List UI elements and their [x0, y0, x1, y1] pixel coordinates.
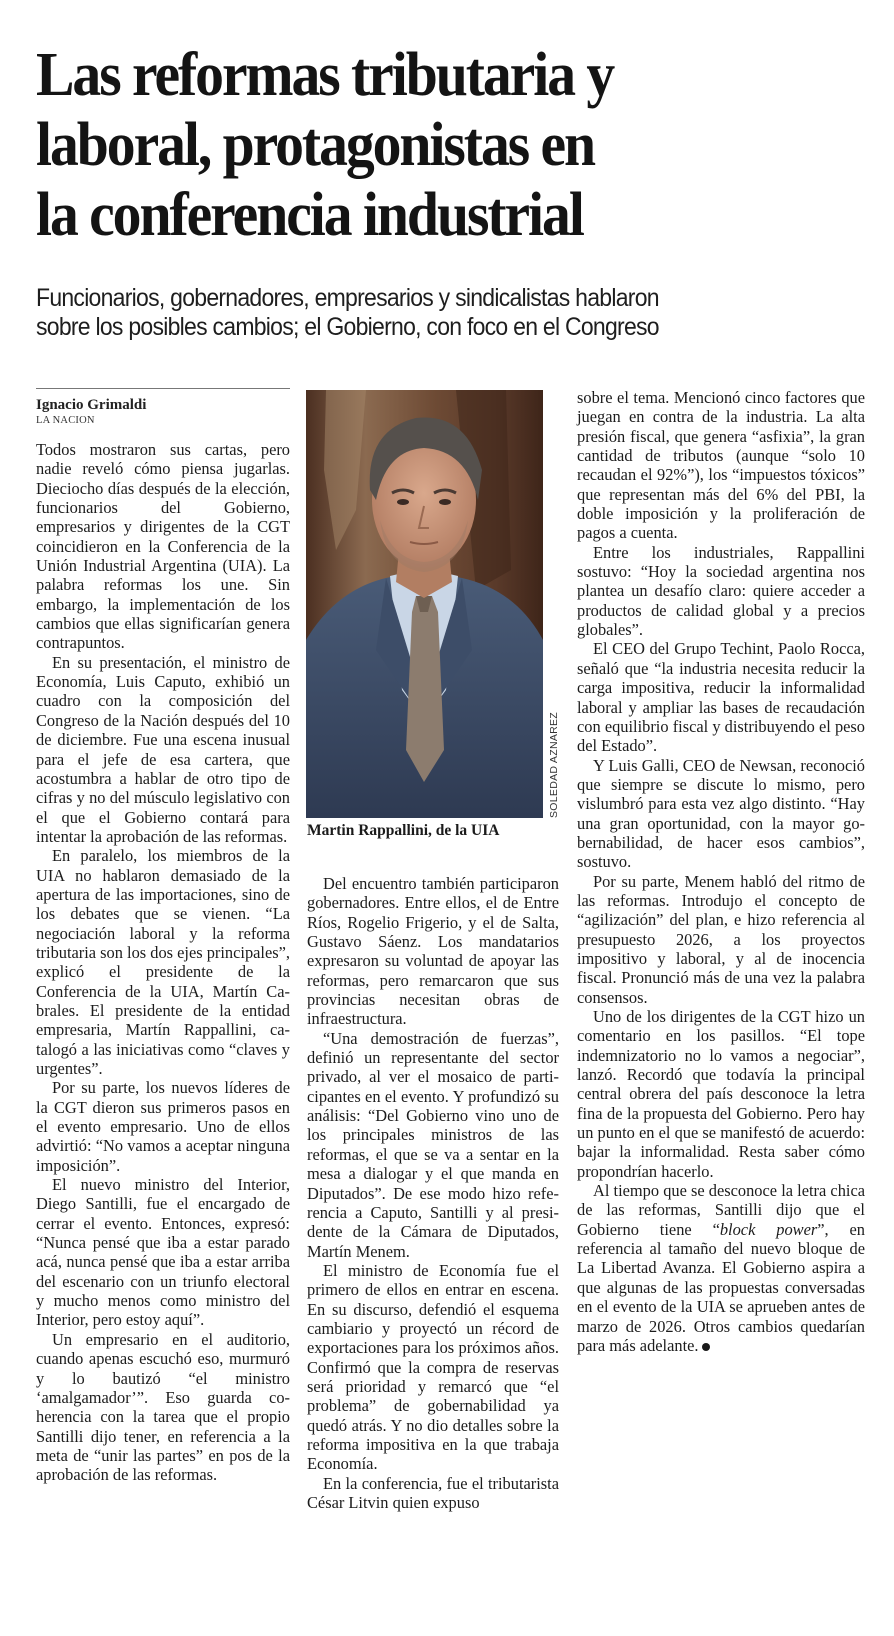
paragraph: Y Luis Galli, CEO de Newsan, reconoció que siempre se discute lo mismo, pero vislumbró para esta vez algo distinto. “Hay una gran oportunidad, con la mayor gobernabilidad, de hacer esos cambios”, sostuvo. [577, 755, 865, 872]
paragraph: Por su parte, Menem habló del ritmo de las reformas. Introdujo el concepto de “agilización” del plan, e hizo referencia al presupuesto 2026, a los proyectos impositivo y laboral, y al de inocencia fiscal. Pronunció más de una vez la palabra consensos. [577, 871, 865, 1007]
paragraph: En paralelo, los miembros de la UIA no hablaron demasiado de la apertura de las importaciones, sino de los debates que se vienen. “La negociación laboral y la reforma tributaria son los dos ejes principales”, explicó el presidente de la Conferencia de la UIA, Martín Cabrales. El presidente de la entidad empresaria, Martín Rappallini, catalogó a las iniciativas como “claves y urgentes”. [36, 846, 290, 1078]
paragraph: sobre el tema. Mencionó cinco factores que juegan en contra de la industria. La alta presión fiscal, que genera “asfixia”, la gran cantidad de tributos (aunque “solo 10 recaudan el 92%”), los “impuestos tóxicos” que representan más del 6% del PBI, la doble imposición y la proliferación de pagos a cuenta. [577, 388, 865, 543]
article-column-3 [577, 388, 865, 1355]
paragraph: En su presentación, el ministro de Economía, Luis Caputo, exhibió un cuadro con la composición del Congreso de la Nación después del 10 de diciembre. Fue una escena inusual para el jefe de esa cartera, que acostumbra a hablar de otro tipo de cifras y no del músculo legislativo con el que el Gobierno contará para intentar la aprobación de las reformas. [36, 652, 290, 846]
text-run: ”, en referencia al tamaño del nuevo bloque de La Libertad Avanza. El Gobierno aspira a que algunas de las propuestas conversadas en el evento de la UIA se aprueben antes de marzo de 2026. Otros cambios quedarían para más adelante. [577, 1219, 865, 1355]
paragraph: Del encuentro también participaron gobernadores. Entre ellos, el de Entre Ríos, Rogelio Frigerio, y el de Salta, Gustavo Sáenz. Los mandatarios expresaron su voluntad de apoyar las reformas, pero remarcaron que sus provincias necesitan obras de infraestructura. [307, 874, 559, 1029]
subheadline-line: sobre los posibles cambios; el Gobierno, con foco en el Congreso [36, 313, 659, 341]
paragraph: En la conferencia, fue el tributarista César Litvin quien expuso [307, 1473, 559, 1512]
paragraph: “Una demostración de fuerzas”, definió un representante del sector privado, al ver el mosaico de participantes en el evento. Y profundizó su análisis: “Del Gobierno vino uno de los principales ministros de las reformas, el que se va a sentar en la mesa a dialogar y el que manda en Diputados”. De ese modo hizo referencia a Caputo, Santilli y al presidente de la Cámara de Diputados, Martín Menem. [307, 1028, 559, 1261]
end-of-article-bullet-icon [702, 1343, 710, 1351]
byline [36, 396, 290, 427]
headline [36, 40, 808, 250]
byline-author: Ignacio Grimaldi [36, 397, 147, 413]
paragraph: El nuevo ministro del Interior, Diego Santilli, fue el encargado de cerrar el evento. Entonces, expresó: “Nunca pensé que iba a estar parado acá, nunca pensé que iba a estar arriba del escenario con un triunfo electoral y mucho menos como ministro del Interior, pero estoy aquí”. [36, 1175, 290, 1330]
byline-outlet: LA NACION [36, 415, 95, 426]
portrait-photo [306, 390, 543, 818]
headline-line: laboral, protagonistas en [36, 111, 595, 179]
paragraph: Un empresario en el auditorio, cuando apenas escuchó eso, murmuró y lo bautizó “el ministro ‘amalgamador’”. Eso guarda coherencia con la tarea que el propio Santilli dijo tener, en referencia a la meta de “unir las partes” en pos de la aprobación de las reformas. [36, 1329, 290, 1485]
paragraph: El CEO del Grupo Techint, Paolo Rocca, señaló que “la industria necesita reducir la carga impositiva, reducir la informalidad laboral y ampliar las bases de recaudación con equilibrio fiscal y distribuyendo el peso del Estado”. [577, 639, 865, 756]
paragraph: El ministro de Economía fue el primero de ellos en entrar en escena. En su discurso, defendió el esquema cambiario y proyectó un récord de exportaciones para los próximos años. Confirmó que la compra de reservas será prioridad y remarcó que “el problema” de gobernabilidad ya quedó atrás. Y no dio detalles sobre la reforma impositiva en la que trabaja Economía. [307, 1260, 559, 1474]
paragraph: Todos mostraron sus cartas, pero nadie reveló cómo piensa jugarlas. Dieciocho días después de la elección, funcionarios del Gobierno, empresarios y dirigentes de la CGT coincidieron en la Conferencia de la Unión Industrial Argentina (UIA). La palabra reformas los une. Sin embargo, la implementación de los cambios que ellas significarían genera contrapuntos. [36, 440, 290, 653]
italic-term: block power [719, 1219, 818, 1239]
paragraph-final [577, 1181, 865, 1355]
photo-credit: SOLEDAD AZNAREZ [548, 711, 560, 818]
paragraph: Uno de los dirigentes de la CGT hizo un comentario en los pasillos. “El tope indemnizatorio no lo vamos a negociar”, lanzó. Recordó que todavía la principal central obrera del país desconoce la letra fina de la propuesta del Gobierno. Pero hay un punto en el que se manifestó de acuerdo: bajar la informalidad. Resta saber cómo propondrían hacerlo. [577, 1007, 865, 1181]
article-column-2 [307, 860, 559, 1512]
byline-rule [36, 388, 290, 389]
photo-caption: Martin Rappallini, de la UIA [307, 822, 500, 839]
paragraph: Entre los industriales, Rappallini sostuvo: “Hoy la sociedad argentina nos plantea un desafío claro: quiere acceder a productos de calidad global y a precios globales”. [577, 542, 865, 640]
subheadline [36, 284, 809, 342]
portrait-illustration [306, 390, 543, 818]
headline-line: Las reformas tributaria y [36, 41, 614, 109]
paragraph: Por su parte, los nuevos líderes de la CGT dieron sus primeros pasos en el evento empresario. Uno de ellos advirtió: “No vamos a aceptar ninguna imposición”. [36, 1078, 290, 1175]
subheadline-line: Funcionarios, gobernadores, empresarios y sindicalistas hablaron [36, 284, 659, 312]
text-run: Al tiempo que se desconoce la letra chica de las reformas, Santilli dijo que el Gobierno tiene “ [577, 1181, 865, 1239]
headline-line: la conferencia industrial [36, 181, 583, 249]
article-column-1 [36, 440, 290, 1485]
